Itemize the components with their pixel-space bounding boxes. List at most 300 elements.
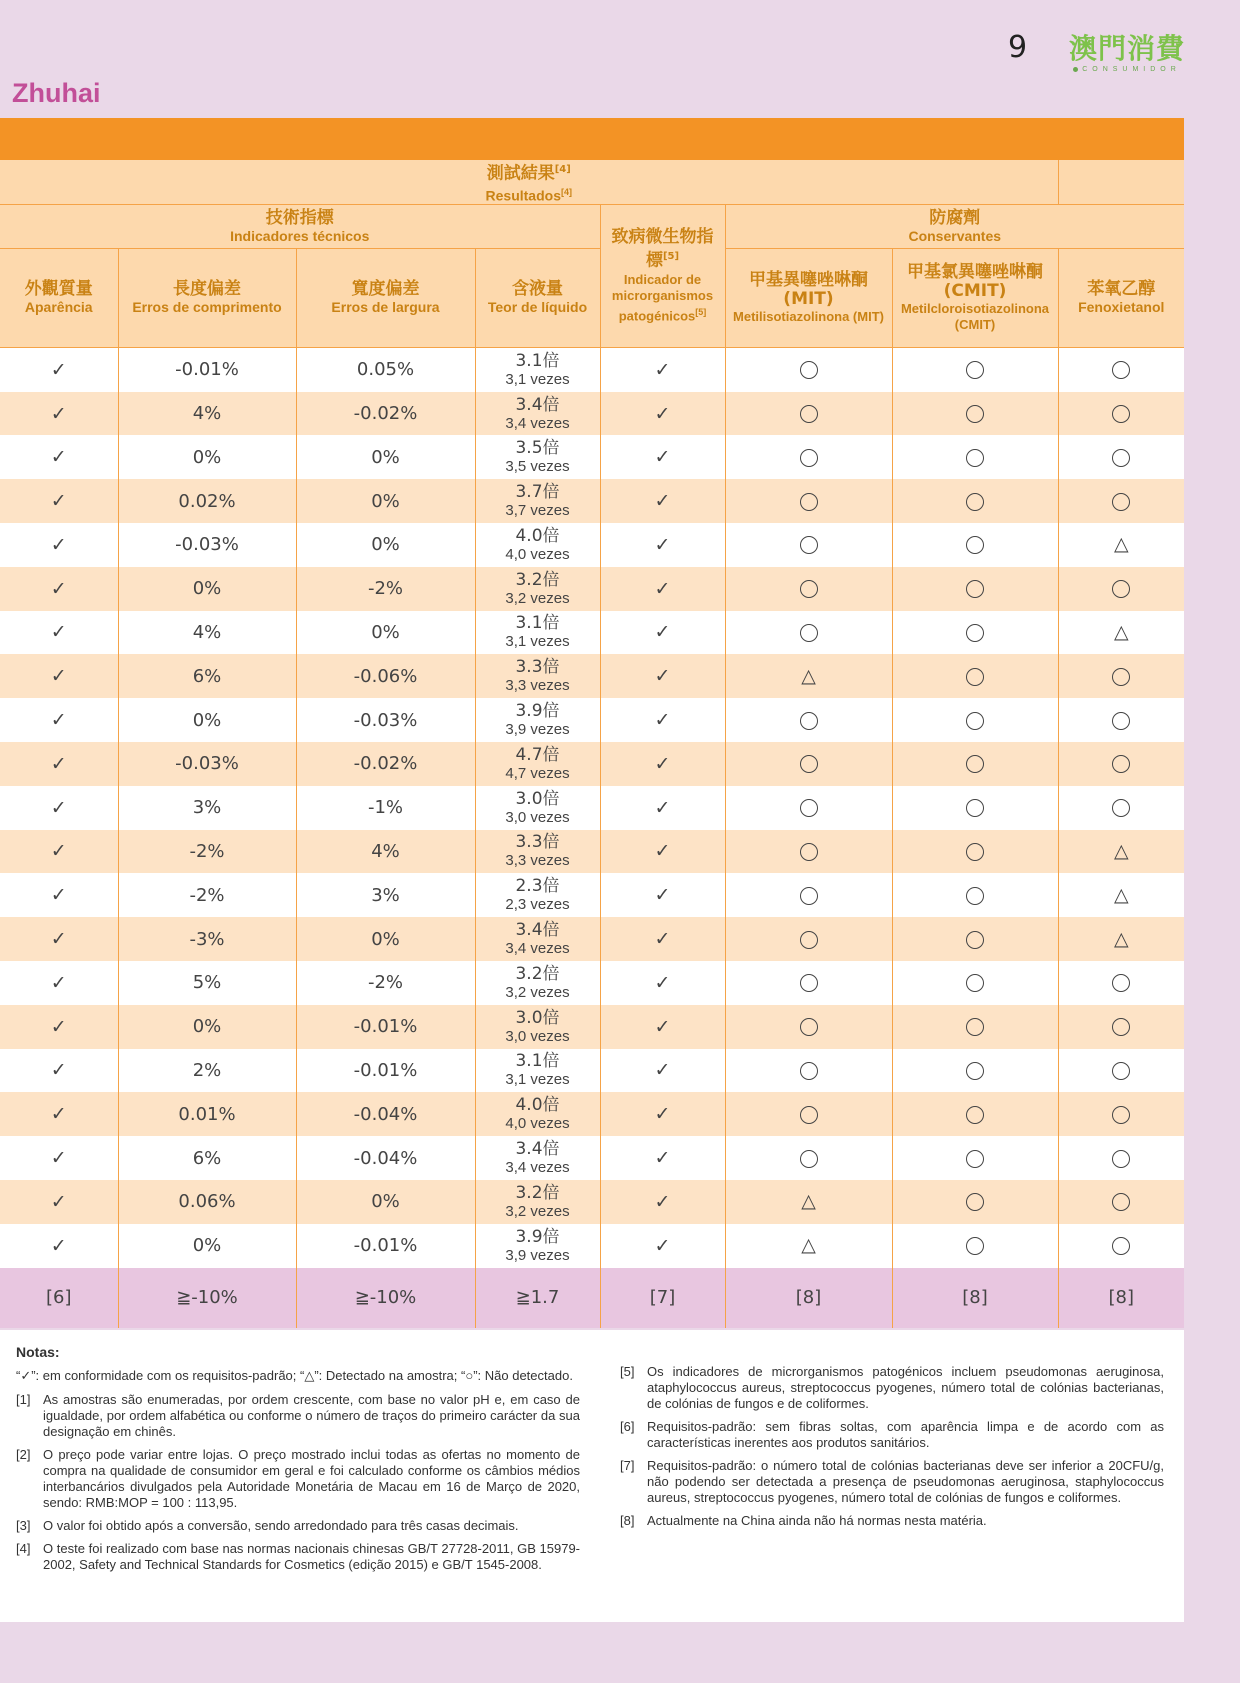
detected-triangle-icon: △	[1113, 839, 1129, 862]
result-cell	[1058, 1180, 1184, 1224]
liquid-pt: 3,4 vezes	[505, 940, 570, 958]
note-item: [4] O teste foi realizado com base nas normas nacionais chinesas GB/T 27728-2011, GB 15979-2002, Safety and Technical Standards for Cosmetics (edição 2015) e GB/T 1545-2008.	[16, 1541, 580, 1572]
result-cell	[725, 523, 892, 567]
liquid-zh: 3.4倍	[515, 394, 560, 415]
liquid-zh: 2.3倍	[515, 876, 560, 897]
liquid-content-cell	[475, 917, 600, 961]
check-icon: ✓	[654, 446, 671, 469]
standard-cell: [8]	[725, 1268, 892, 1328]
result-cell	[600, 873, 725, 917]
not-detected-circle-icon	[1112, 361, 1130, 379]
liquid-pt: 3,1 vezes	[505, 1071, 570, 1089]
result-cell	[0, 392, 118, 436]
check-icon: ✓	[654, 490, 671, 513]
not-detected-circle-icon	[1112, 1062, 1130, 1080]
not-detected-circle-icon	[800, 712, 818, 730]
width-deviation-cell: -2%	[296, 961, 475, 1005]
liquid-zh: 3.4倍	[515, 1139, 560, 1160]
result-cell	[892, 830, 1058, 874]
results-table-container	[0, 160, 1184, 1328]
result-cell	[725, 698, 892, 742]
note-item: [8] Actualmente na China ainda não há normas nesta matéria.	[620, 1513, 987, 1528]
not-detected-circle-icon	[966, 1237, 984, 1255]
result-cell	[0, 873, 118, 917]
result-cell	[600, 392, 725, 436]
result-cell	[725, 479, 892, 523]
liquid-content-cell	[475, 1136, 600, 1180]
width-deviation-cell: 0%	[296, 479, 475, 523]
result-cell	[1058, 961, 1184, 1005]
not-detected-circle-icon	[800, 799, 818, 817]
liquid-content-cell	[475, 830, 600, 874]
table-row	[0, 348, 1184, 392]
note-item: [6] Requisitos-padrão: sem fibras soltas, com aparência limpa e de acordo com as características inerentes aos produtos sanitários.	[620, 1419, 1164, 1450]
result-cell	[600, 1092, 725, 1136]
result-cell	[1058, 654, 1184, 698]
notes-legend: “✓”: em conformidade com os requisitos-padrão; “△”: Detectado na amostra; “○”: Não detectado.	[16, 1368, 573, 1383]
col-header-cmit: 甲基氯異噻唑啉酮 (CMIT) Metilcloroisotiazolinona (CMIT)	[892, 249, 1058, 348]
check-icon: ✓	[50, 490, 67, 513]
width-deviation-cell: 0%	[296, 917, 475, 961]
liquid-content-cell	[475, 523, 600, 567]
check-icon: ✓	[654, 1103, 671, 1126]
check-icon: ✓	[654, 1190, 671, 1213]
result-cell	[725, 392, 892, 436]
length-deviation-cell: 2%	[118, 1049, 296, 1093]
check-icon: ✓	[654, 709, 671, 732]
note-item: [2] O preço pode variar entre lojas. O preço mostrado inclui todas as ofertas no momento de compra na qualidade de consumidor em geral e foi calculado conforme os câmbios médios interbancários divulgados pela Autoridade Monetária de Macau em 16 de Março de 2020, sendo: RMB:MOP = 100 : 113,95.	[16, 1447, 580, 1510]
result-cell	[0, 786, 118, 830]
not-detected-circle-icon	[1112, 1018, 1130, 1036]
liquid-content-cell	[475, 392, 600, 436]
liquid-zh: 3.7倍	[515, 482, 560, 503]
width-deviation-cell: -0.01%	[296, 1224, 475, 1268]
page-number: 9	[1008, 30, 1028, 65]
result-cell	[600, 435, 725, 479]
result-cell	[892, 698, 1058, 742]
tech-indicators-header: 技術指標 Indicadores técnicos	[0, 205, 600, 249]
width-deviation-cell: -0.01%	[296, 1049, 475, 1093]
not-detected-circle-icon	[800, 493, 818, 511]
region-title: Zhuhai	[12, 78, 101, 108]
not-detected-circle-icon	[966, 931, 984, 949]
width-deviation-cell: 0.05%	[296, 348, 475, 392]
notes-right-column	[620, 1364, 1164, 1536]
not-detected-circle-icon	[966, 361, 984, 379]
check-icon: ✓	[654, 665, 671, 688]
result-cell	[600, 479, 725, 523]
result-cell	[725, 786, 892, 830]
liquid-pt: 3,1 vezes	[505, 633, 570, 651]
col-header-phenoxyethanol: 苯氧乙醇 Fenoxietanol	[1058, 249, 1184, 348]
width-deviation-cell: -2%	[296, 567, 475, 611]
not-detected-circle-icon	[966, 449, 984, 467]
result-cell	[600, 611, 725, 655]
not-detected-circle-icon	[800, 536, 818, 554]
result-cell	[1058, 435, 1184, 479]
not-detected-circle-icon	[966, 712, 984, 730]
result-cell	[0, 1049, 118, 1093]
result-cell	[725, 1049, 892, 1093]
liquid-content-cell	[475, 1180, 600, 1224]
notes-section	[0, 1330, 1184, 1622]
not-detected-circle-icon	[966, 1062, 984, 1080]
note-item: [7] Requisitos-padrão: o número total de colónias bacterianas deve ser inferior a 20CFU/g, não podendo ser detectada a presença de pseudomonas aeruginosa, staphylococcus aureus, streptococcus pyogenes, número total de colónias de fungos e coliformes.	[620, 1458, 1164, 1505]
result-cell	[725, 1005, 892, 1049]
liquid-pt: 3,0 vezes	[505, 808, 570, 826]
result-cell	[0, 1005, 118, 1049]
not-detected-circle-icon	[966, 1150, 984, 1168]
result-cell	[0, 611, 118, 655]
result-cell	[1058, 830, 1184, 874]
length-deviation-cell: 0%	[118, 1224, 296, 1268]
standard-cell: [8]	[892, 1268, 1058, 1328]
table-row	[0, 1092, 1184, 1136]
check-icon: ✓	[50, 1015, 67, 1038]
check-icon: ✓	[50, 446, 67, 469]
liquid-pt: 3,4 vezes	[505, 1159, 570, 1177]
not-detected-circle-icon	[966, 1193, 984, 1211]
check-icon: ✓	[654, 402, 671, 425]
table-row	[0, 873, 1184, 917]
table-row	[0, 654, 1184, 698]
liquid-content-cell	[475, 786, 600, 830]
length-deviation-cell: 0%	[118, 435, 296, 479]
liquid-content-cell	[475, 611, 600, 655]
not-detected-circle-icon	[966, 843, 984, 861]
check-icon: ✓	[50, 1103, 67, 1126]
length-deviation-cell: 6%	[118, 1136, 296, 1180]
not-detected-circle-icon	[1112, 1237, 1130, 1255]
result-cell	[0, 698, 118, 742]
result-cell	[892, 742, 1058, 786]
result-cell	[1058, 1136, 1184, 1180]
result-cell	[892, 961, 1058, 1005]
not-detected-circle-icon	[1112, 405, 1130, 423]
not-detected-circle-icon	[1112, 1193, 1130, 1211]
not-detected-circle-icon	[1112, 668, 1130, 686]
not-detected-circle-icon	[800, 1062, 818, 1080]
result-cell	[1058, 348, 1184, 392]
liquid-content-cell	[475, 873, 600, 917]
length-deviation-cell: 5%	[118, 961, 296, 1005]
liquid-zh: 3.1倍	[515, 1051, 560, 1072]
check-icon: ✓	[50, 665, 67, 688]
check-icon: ✓	[50, 884, 67, 907]
check-icon: ✓	[50, 1059, 67, 1082]
width-deviation-cell: -1%	[296, 786, 475, 830]
notes-title: Notas:	[16, 1344, 60, 1360]
liquid-content-cell	[475, 567, 600, 611]
standards-row	[0, 1268, 1184, 1328]
table-row	[0, 961, 1184, 1005]
liquid-pt: 3,0 vezes	[505, 1027, 570, 1045]
liquid-zh: 3.2倍	[515, 963, 560, 984]
check-icon: ✓	[654, 533, 671, 556]
width-deviation-cell: -0.03%	[296, 698, 475, 742]
not-detected-circle-icon	[966, 493, 984, 511]
detected-triangle-icon: △	[801, 1234, 816, 1257]
result-cell	[725, 611, 892, 655]
result-cell	[600, 654, 725, 698]
liquid-pt: 3,1 vezes	[505, 370, 570, 388]
col-header-appearance: 外觀質量 Aparência	[0, 249, 118, 348]
not-detected-circle-icon	[800, 361, 818, 379]
result-cell	[725, 830, 892, 874]
result-cell	[892, 917, 1058, 961]
width-deviation-cell: 4%	[296, 830, 475, 874]
result-cell	[0, 961, 118, 1005]
width-deviation-cell: 0%	[296, 523, 475, 567]
not-detected-circle-icon	[800, 974, 818, 992]
not-detected-circle-icon	[1112, 755, 1130, 773]
result-cell	[0, 830, 118, 874]
liquid-content-cell	[475, 1005, 600, 1049]
liquid-pt: 3,9 vezes	[505, 721, 570, 739]
liquid-content-cell	[475, 479, 600, 523]
width-deviation-cell: -0.04%	[296, 1136, 475, 1180]
result-cell	[1058, 611, 1184, 655]
results-body	[0, 348, 1184, 1268]
check-icon: ✓	[654, 840, 671, 863]
result-cell	[600, 1136, 725, 1180]
liquid-pt: 3,2 vezes	[505, 589, 570, 607]
result-cell	[892, 1005, 1058, 1049]
not-detected-circle-icon	[966, 799, 984, 817]
table-row	[0, 830, 1184, 874]
orange-header-bar	[0, 118, 1184, 160]
check-icon: ✓	[50, 1147, 67, 1170]
check-icon: ✓	[50, 358, 67, 381]
check-icon: ✓	[50, 577, 67, 600]
liquid-content-cell	[475, 654, 600, 698]
not-detected-circle-icon	[966, 536, 984, 554]
not-detected-circle-icon	[1112, 449, 1130, 467]
check-icon: ✓	[50, 621, 67, 644]
result-cell	[725, 961, 892, 1005]
result-cell	[0, 742, 118, 786]
result-cell	[1058, 698, 1184, 742]
width-deviation-cell: -0.06%	[296, 654, 475, 698]
result-cell	[0, 917, 118, 961]
liquid-pt: 3,7 vezes	[505, 502, 570, 520]
check-icon: ✓	[50, 402, 67, 425]
result-cell	[725, 1136, 892, 1180]
result-cell	[892, 1224, 1058, 1268]
not-detected-circle-icon	[966, 1106, 984, 1124]
check-icon: ✓	[50, 971, 67, 994]
result-cell	[600, 567, 725, 611]
length-deviation-cell: 0%	[118, 1005, 296, 1049]
detected-triangle-icon: △	[1113, 883, 1129, 906]
length-deviation-cell: -0.01%	[118, 348, 296, 392]
liquid-zh: 3.3倍	[515, 657, 560, 678]
not-detected-circle-icon	[1112, 1150, 1130, 1168]
liquid-pt: 3,5 vezes	[505, 458, 570, 476]
dot-icon	[1073, 67, 1078, 72]
result-cell	[892, 1180, 1058, 1224]
col-header-liquid: 含液量 Teor de líquido	[475, 249, 600, 348]
result-cell	[600, 1005, 725, 1049]
not-detected-circle-icon	[800, 931, 818, 949]
detected-triangle-icon: △	[1113, 927, 1129, 950]
result-cell	[0, 348, 118, 392]
check-icon: ✓	[50, 1234, 67, 1257]
result-cell	[600, 917, 725, 961]
not-detected-circle-icon	[966, 405, 984, 423]
liquid-content-cell	[475, 742, 600, 786]
logo-subtitle: CONSUMIDOR	[1068, 66, 1186, 73]
not-detected-circle-icon	[800, 405, 818, 423]
result-cell	[1058, 523, 1184, 567]
check-icon: ✓	[50, 796, 67, 819]
col-header-length: 長度偏差 Erros de comprimento	[118, 249, 296, 348]
not-detected-circle-icon	[966, 668, 984, 686]
result-cell	[1058, 392, 1184, 436]
col-header-width: 寬度偏差 Erros de largura	[296, 249, 475, 348]
liquid-zh: 3.5倍	[515, 438, 560, 459]
check-icon: ✓	[654, 621, 671, 644]
liquid-zh: 4.0倍	[515, 525, 560, 546]
check-icon: ✓	[654, 1015, 671, 1038]
width-deviation-cell: 0%	[296, 1180, 475, 1224]
result-cell	[725, 654, 892, 698]
length-deviation-cell: 3%	[118, 786, 296, 830]
length-deviation-cell: -3%	[118, 917, 296, 961]
result-cell	[0, 1224, 118, 1268]
result-cell	[600, 1224, 725, 1268]
width-deviation-cell: -0.01%	[296, 1005, 475, 1049]
preservatives-header: 防腐劑 Conservantes	[725, 205, 1184, 249]
results-table	[0, 160, 1184, 1328]
liquid-pt: 2,3 vezes	[505, 896, 570, 914]
check-icon: ✓	[654, 1147, 671, 1170]
detected-triangle-icon: △	[801, 664, 816, 687]
length-deviation-cell: -0.03%	[118, 742, 296, 786]
result-cell	[892, 567, 1058, 611]
liquid-zh: 3.1倍	[515, 350, 560, 371]
results-header: 測試結果[4] Resultados[4]	[0, 160, 1058, 205]
table-row	[0, 1049, 1184, 1093]
liquid-pt: 3,4 vezes	[505, 414, 570, 432]
result-cell	[0, 654, 118, 698]
not-detected-circle-icon	[1112, 712, 1130, 730]
result-cell	[1058, 1005, 1184, 1049]
detected-triangle-icon: △	[801, 1190, 816, 1213]
result-cell	[0, 435, 118, 479]
check-icon: ✓	[50, 928, 67, 951]
result-cell	[0, 567, 118, 611]
result-cell	[600, 961, 725, 1005]
not-detected-circle-icon	[966, 624, 984, 642]
result-cell	[1058, 917, 1184, 961]
result-cell	[892, 392, 1058, 436]
check-icon: ✓	[50, 840, 67, 863]
not-detected-circle-icon	[1112, 799, 1130, 817]
not-detected-circle-icon	[800, 755, 818, 773]
not-detected-circle-icon	[800, 1018, 818, 1036]
result-cell	[1058, 567, 1184, 611]
table-row	[0, 435, 1184, 479]
result-cell	[600, 523, 725, 567]
result-cell	[725, 1224, 892, 1268]
result-cell	[892, 611, 1058, 655]
result-cell	[725, 917, 892, 961]
length-deviation-cell: 6%	[118, 654, 296, 698]
check-icon: ✓	[654, 971, 671, 994]
result-cell	[600, 786, 725, 830]
check-icon: ✓	[654, 358, 671, 381]
liquid-zh: 3.0倍	[515, 788, 560, 809]
result-cell	[0, 523, 118, 567]
width-deviation-cell: -0.02%	[296, 392, 475, 436]
liquid-content-cell	[475, 1049, 600, 1093]
not-detected-circle-icon	[800, 1150, 818, 1168]
not-detected-circle-icon	[966, 580, 984, 598]
not-detected-circle-icon	[1112, 974, 1130, 992]
standard-cell: [7]	[600, 1268, 725, 1328]
table-row	[0, 523, 1184, 567]
liquid-zh: 3.9倍	[515, 701, 560, 722]
standard-cell: [6]	[0, 1268, 118, 1328]
liquid-pt: 3,3 vezes	[505, 852, 570, 870]
length-deviation-cell: 0%	[118, 698, 296, 742]
not-detected-circle-icon	[1112, 1106, 1130, 1124]
detected-triangle-icon: △	[1113, 533, 1129, 556]
length-deviation-cell: 0.01%	[118, 1092, 296, 1136]
not-detected-circle-icon	[1112, 493, 1130, 511]
result-cell	[1058, 1092, 1184, 1136]
liquid-zh: 3.1倍	[515, 613, 560, 634]
not-detected-circle-icon	[1112, 580, 1130, 598]
result-cell	[600, 1180, 725, 1224]
not-detected-circle-icon	[966, 1018, 984, 1036]
width-deviation-cell: 0%	[296, 611, 475, 655]
result-cell	[892, 348, 1058, 392]
result-cell	[1058, 479, 1184, 523]
table-row	[0, 479, 1184, 523]
standard-cell: ≧-10%	[296, 1268, 475, 1328]
result-cell	[725, 742, 892, 786]
liquid-zh: 3.9倍	[515, 1226, 560, 1247]
result-cell	[1058, 873, 1184, 917]
result-cell	[892, 1092, 1058, 1136]
result-cell	[892, 654, 1058, 698]
liquid-pt: 4,0 vezes	[505, 1115, 570, 1133]
not-detected-circle-icon	[966, 755, 984, 773]
check-icon: ✓	[654, 752, 671, 775]
result-cell	[0, 1180, 118, 1224]
result-cell	[725, 1092, 892, 1136]
liquid-zh: 3.3倍	[515, 832, 560, 853]
liquid-pt: 3,9 vezes	[505, 1246, 570, 1264]
liquid-zh: 4.0倍	[515, 1095, 560, 1116]
result-cell	[1058, 786, 1184, 830]
check-icon: ✓	[50, 1190, 67, 1213]
result-cell	[892, 786, 1058, 830]
check-icon: ✓	[654, 796, 671, 819]
result-cell	[892, 1136, 1058, 1180]
result-cell	[725, 567, 892, 611]
result-cell	[892, 873, 1058, 917]
not-detected-circle-icon	[800, 843, 818, 861]
length-deviation-cell: 0%	[118, 567, 296, 611]
liquid-pt: 4,0 vezes	[505, 545, 570, 563]
table-row	[0, 917, 1184, 961]
result-cell	[0, 479, 118, 523]
width-deviation-cell: 0%	[296, 435, 475, 479]
liquid-content-cell	[475, 961, 600, 1005]
